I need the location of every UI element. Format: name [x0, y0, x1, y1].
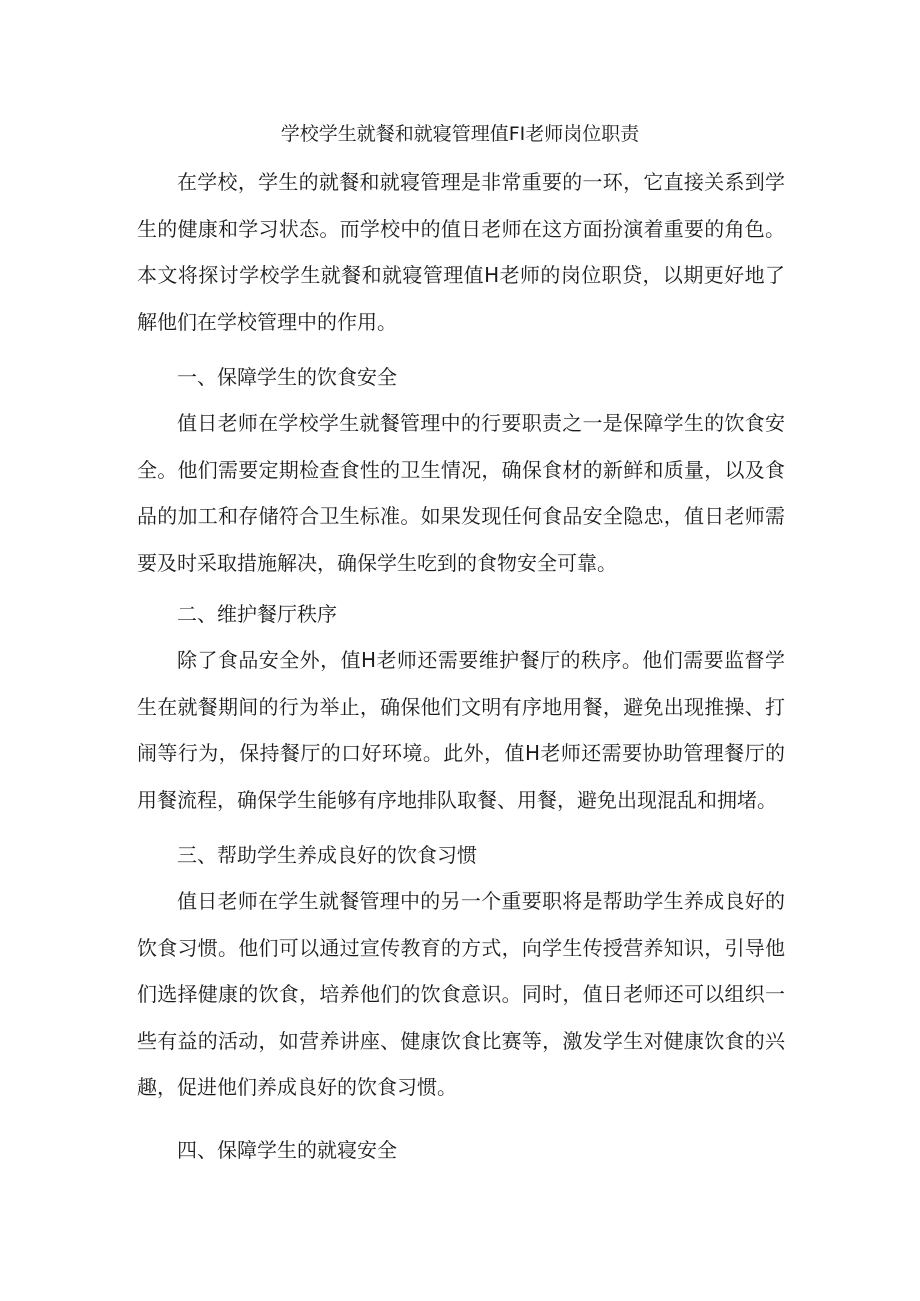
section-body-1: 值日老师在学校学生就餐管理中的行要职责之一是保障学生的饮食安全。他们需要定期检查食性的卫生情况，确保食材的新鲜和质量，以及食品的加工和存储符合卫生标准。如果发现任何食品安全隐忠，值日老师需要及时采取措施解决，确保学生吃到的食物安全可靠。 — [137, 411, 785, 575]
section-body-3: 值日老师在学生就餐管理中的另一个重要职将是帮助学生养成良好的饮食习惯。他们可以通过宣传教育的方式，向学生传授营养知识，引导他们选择健康的饮食，培养他们的饮食意识。同时，值日老师还可以组织一些有益的活动，如营养讲座、健康饮食比赛等，激发学生对健康饮食的兴趣，促进他们养成良好的饮食习惯。 — [137, 889, 785, 1099]
section-heading-1: 一、保障学生的饮食安全 — [177, 365, 397, 389]
document-title: 学校学生就餐和就寝管理值FI老师岗位职责 — [280, 123, 640, 145]
section-body-2: 除了食品安全外，值H老师还需要维护餐厅的秩序。他们需要监督学生在就餐期间的行为举止，确保他们文明有序地用餐，避免出现推操、打闹等行为，保持餐厅的口好环境。此外，值H老师还需要协助管理餐厅的用餐流程，确保学生能够有序地排队取餐、用餐，避免出现混乱和拥堵。 — [137, 648, 785, 812]
section-heading-3: 三、帮助学生养成良好的饮食习惯 — [177, 843, 477, 867]
section-heading-2: 二、维护餐厅秩序 — [177, 602, 337, 626]
intro-paragraph: 在学校，学生的就餐和就寝管理是非常重要的一环，它直接关系到学生的健康和学习状态。而学校中的值日老师在这方面扮演着重要的角色。本文将探讨学校学生就餐和就寝管理值H老师的岗位职贷，以期更好地了解他们在学校管理中的作用。 — [137, 170, 785, 334]
section-heading-4: 四、保障学生的就寝安全 — [177, 1138, 397, 1162]
